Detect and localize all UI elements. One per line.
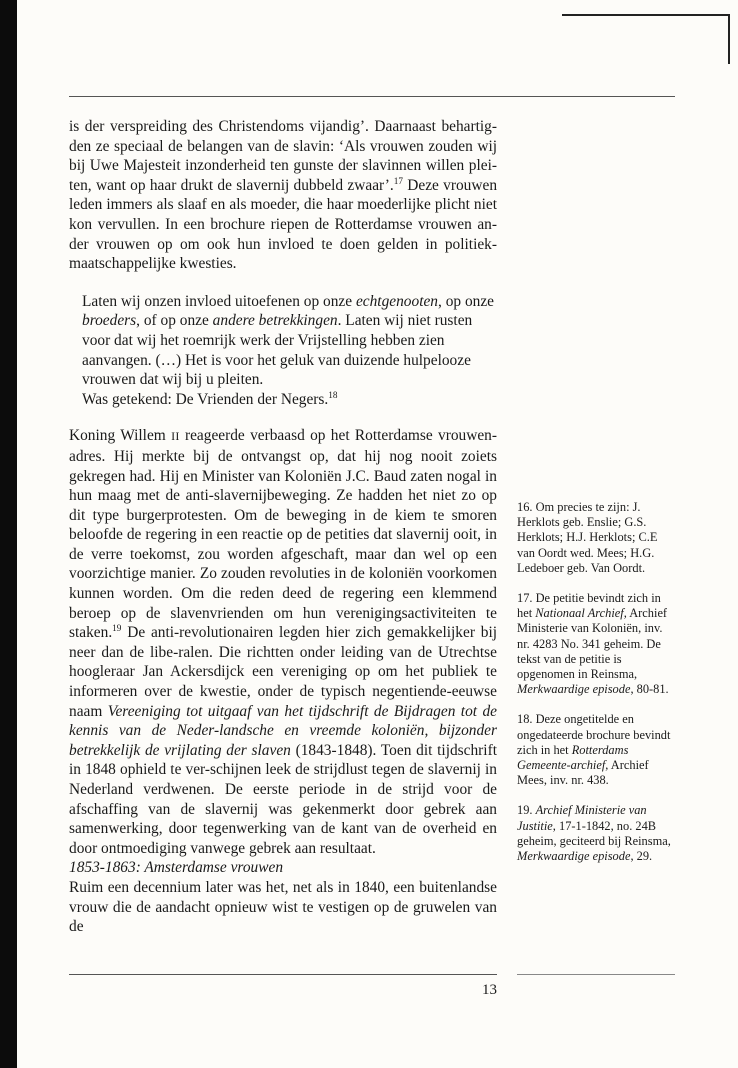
sidenotes-column bbox=[517, 500, 675, 879]
paragraph-3: Ruim een decennium later was het, net als in 1840, een buitenlandse vrouw die de aandacht opnieuw wist te vestigen op de gruwelen van de bbox=[69, 878, 497, 936]
footnote-18: 18. Deze ongetitelde en ongedateerde brochure bevindt zich in het Rotterdams Gemeente-archief, Archief Mees, inv. nr. 438. bbox=[517, 712, 671, 788]
footnote-ref-17[interactable]: 17 bbox=[393, 175, 403, 186]
binding-edge bbox=[0, 0, 17, 1068]
footnote-16: 16. Om precies te zijn: J. Herklots geb. Enslie; G.S. Herklots; H.J. Herklots; C.E van Oordt wed. Mees; H.G. Ledeboer geb. Van Oordt. bbox=[517, 500, 658, 575]
footer-rule bbox=[69, 974, 497, 975]
footnote-ref-19[interactable]: 19 bbox=[112, 623, 122, 634]
paragraph-1: is der verspreiding des Christendoms vijandig’. Daarnaast behartig- den ze speciaal de belangen van de slavin: ‘Als vrouwen zouden wij bij Uwe Majesteit inzonderheid ten gunste der slavinnen willen plei- ten, want op haar drukt de slavernij dubbeld zwaar’.$^{17}$ Deze vrouwen leden immers als slaaf en als moeder, die haar moederlijke plicht niet kon vervullen. In een brochure riepen de Rotterdamse vrouwen an-der vrouwen op om ook hun invloed te doen gelden in politiek-maatschappelijke kwesties. bbox=[69, 118, 498, 273]
quote-signature: Was getekend: De Vrienden der Negers.$^{18}$ bbox=[82, 389, 338, 408]
main-text-column bbox=[69, 117, 497, 937]
paragraph-2: Koning Willem II reageerde verbaasd op het Rotterdamse vrouwen-adres. Hij merkte bij de ontvangst op, dat hij nog nooit zoiets gekregen had. Hij en Minister van Koloniën J.C. Baud zaten nogal in hun maag met de anti-slavernijbeweging. Ze hadden het niet zo op dit type burgerprotesten. Om de beweging in de kiem te smoren beloofde de regering in een reactie op de petities dat slavernij ooit, in de verre toekomst, zou worden afgeschaft, maar dan wel op een voorzichtige manier. Zo zouden revoluties in de koloniën voorkomen kunnen worden. Om die reden deed de regering een klemmend beroep op de slavenvrienden om hun verenigingsactiviteiten te staken.$^{19}$ De anti-revolutionairen legden hier zich gemakkelijker bij neer dan de libe-ralen. Die richtten onder leiding van de Utrechtse hoogleraar Jan Ackersdijck een vereniging op om het publiek te informeren over de kwestie, onder de typisch negentiende-eeuwse naam Vereeniging tot uitgaaf van het tijdschrift de Bijdragen tot de kennis van de Neder-landsche en vreemde koloniën, bijzonder betrekkelijk de vrijlating der slaven (1843-1848). Toen dit tijdschrift in 1848 ophield te ver-schijnen leek de strijdlust tegen de slavernij in Nederland verdwenen. De eerste periode in de strijd voor de afschaffing van de slavernij was gekenmerkt door gebrek aan samenwerking, door tegenwerking van de kant van de overheid en door ontmoediging vanwege gebrek aan resultaat. bbox=[69, 427, 497, 857]
footnote-19: 19. Archief Ministerie van Justitie, 17-1-1842, no. 24B geheim, geciteerd bij Reinsma, Merkwaardige episode, 29. bbox=[517, 803, 671, 864]
crop-mark-vertical bbox=[728, 14, 730, 64]
footnote-ref-18[interactable]: 18 bbox=[328, 389, 338, 400]
notes-footer-rule bbox=[517, 974, 675, 975]
header-rule bbox=[69, 96, 675, 97]
crop-mark-horizontal bbox=[562, 14, 730, 16]
page-number: 13 bbox=[482, 982, 497, 998]
footnote-17: 17. De petitie bevindt zich in het Nationaal Archief, Archief Ministerie van Koloniën, inv. nr. 4283 No. 341 geheim. De tekst van de petitie is opgenomen in Reinsma, Merkwaardige episode, 80-81. bbox=[517, 591, 669, 697]
section-heading: 1853-1863: Amsterdamse vrouwen bbox=[69, 859, 284, 877]
block-quote: Laten wij onzen invloed uitoefenen op onze echtgenooten, op onze broeders, of op onze andere betrekkingen. Laten wij niet rusten voor dat wij het roemrijk werk der Vrijstelling hebben zien aanvangen. (…) Het is voor het geluk van duizende hulpelooze vrouwen dat wij bij u pleiten. Was getekend: De Vrienden der Negers.$^{18}$ bbox=[82, 292, 497, 410]
